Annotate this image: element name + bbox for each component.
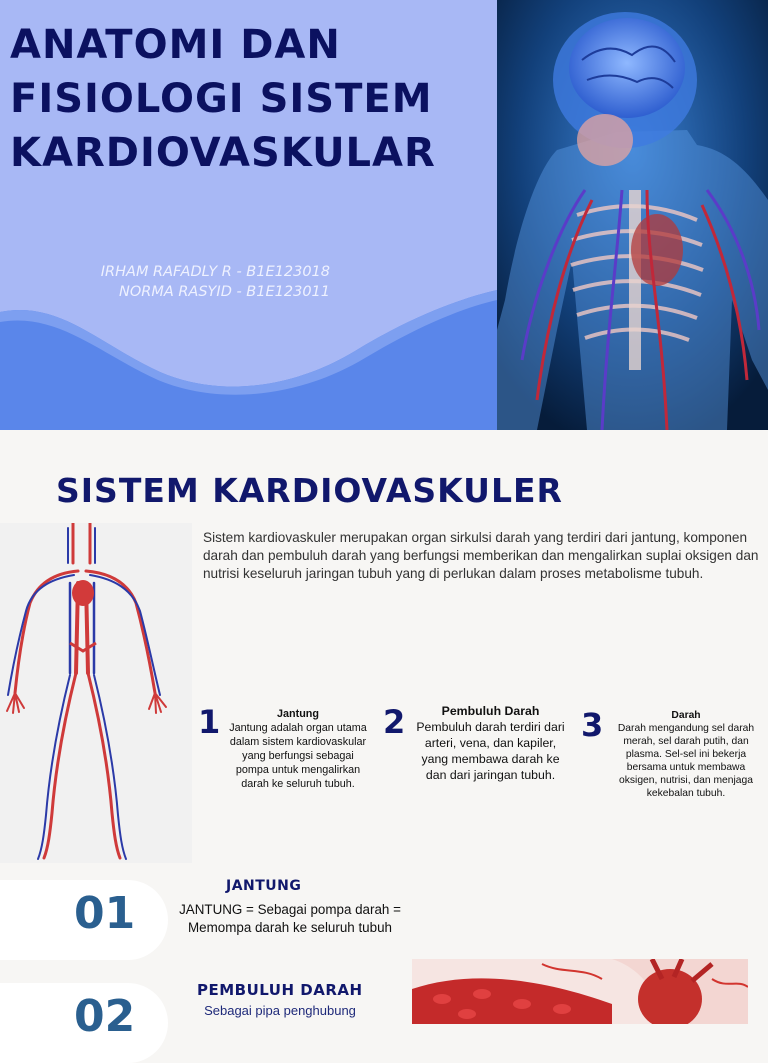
section-number-badge xyxy=(0,880,168,960)
author-list xyxy=(40,262,330,302)
section-number: 02 xyxy=(74,991,136,1042)
item-number: 3 xyxy=(581,706,604,744)
section-title: PEMBULUH DARAH xyxy=(197,981,363,999)
anatomy-image xyxy=(497,0,768,430)
title-line-1: ANATOMI DAN xyxy=(10,22,341,68)
heart-vessel-image xyxy=(412,959,748,1024)
section-title: JANTUNG xyxy=(226,878,302,894)
item-description: Darah mengandung sel darah merah, sel darah putih, dan plasma. Sel-sel ini bekerja bersama untuk membawa oksigen, nutrisi, dan menjaga kekebalan tubuh. xyxy=(617,723,755,799)
presentation-title xyxy=(10,18,436,180)
item-title: Jantung xyxy=(277,708,319,720)
item-description: Pembuluh darah terdiri dari arteri, vena, dan kapiler, yang membawa darah ke dan dari jaringan tubuh. xyxy=(416,720,565,782)
content-slide xyxy=(0,431,768,1042)
intro-paragraph: Sistem kardiovaskuler merupakan organ sirkulsi darah yang terdiri dari jantung, komponen darah dan pembuluh darah yang berfungsi memberikan dan mengalirkan suplai oksigen dan nutrisi keseluruh jaringan tubuh yang di perlukan dalam proses metabolisme tubuh. xyxy=(203,530,759,581)
section-number: 01 xyxy=(74,888,136,939)
item-title: Pembuluh Darah xyxy=(441,704,540,718)
circulatory-system-image xyxy=(0,523,192,863)
section-number-badge xyxy=(0,983,168,1063)
item-description: Jantung adalah organ utama dalam sistem kardiovaskular yang berfungsi sebagai pompa untuk mengalirkan darah ke seluruh tubuh. xyxy=(229,722,367,790)
section-heading: SISTEM KARDIOVASKULER xyxy=(56,471,563,510)
section-description: Sebagai pipa penghubung xyxy=(204,1003,356,1018)
author-2: NORMA RASYID - B1E123011 xyxy=(118,284,330,300)
item-number: 2 xyxy=(383,703,406,741)
title-line-3: KARDIOVASKULAR xyxy=(10,130,436,176)
title-line-2: FISIOLOGI SISTEM xyxy=(10,76,433,122)
item-title: Darah xyxy=(671,710,701,721)
item-number: 1 xyxy=(198,703,221,741)
title-slide xyxy=(0,0,768,430)
section-description: JANTUNG = Sebagai pompa darah = Memompa darah ke seluruh tubuh xyxy=(179,902,401,935)
author-1: IRHAM RAFADLY R - B1E123018 xyxy=(100,264,330,280)
